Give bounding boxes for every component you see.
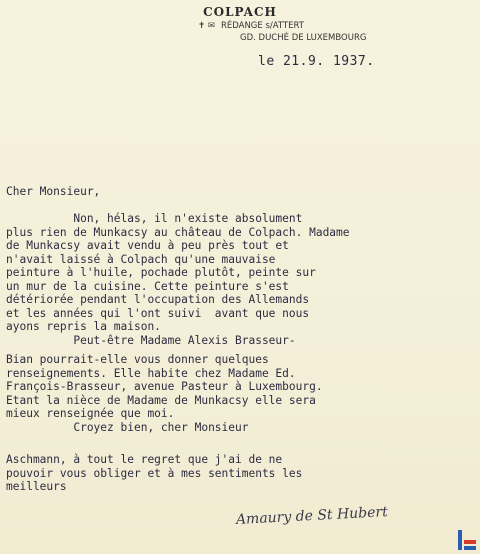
- text-line: pouvoir vous obliger et à mes sentiments les: [6, 466, 303, 480]
- text-line: un mur de la cuisine. Cette peinture s'est: [6, 279, 289, 293]
- text-line: ayons repris la maison.: [6, 320, 161, 333]
- text-line: Aschmann, à tout le regret que j'ai de ne: [6, 453, 283, 466]
- text-line: peinture à l'huile, pochade plutôt, peinte sur: [6, 266, 316, 279]
- text-line: plus rien de Munkacsy au château de Colpach. Madame: [6, 225, 350, 239]
- letter-date: le 21.9. 1937.: [258, 54, 375, 69]
- text-line: Non, hélas, il n'existe absolument: [6, 212, 303, 225]
- text-line: détériorée pendant l'occupation des Allemands: [6, 293, 310, 306]
- letterhead-address-text: RÉDANGE s/ATTERT: [220, 21, 304, 31]
- handwritten-signature: Amaury de St Hubert: [235, 504, 389, 528]
- text-line: renseignements. Elle habite chez Madame Ed.: [6, 366, 296, 380]
- corner-logo-icon: [458, 530, 476, 550]
- text-line: n'avait laissé à Colpach qu'une mauvaise: [6, 252, 276, 266]
- text-line: mieux renseignée que moi.: [6, 407, 175, 420]
- paragraph-1: [6, 212, 476, 347]
- text-line: de Munkacsy avait vendu à peu près tout et: [6, 239, 289, 252]
- text-line: Croyez bien, cher Monsieur: [6, 420, 249, 434]
- paragraph-3: [6, 453, 476, 494]
- text-line: Etant la nièce de Madame de Munkacsy elle sera: [6, 393, 316, 407]
- text-line: meilleurs: [6, 480, 67, 493]
- text-line: François-Brasseur, avenue Pasteur à Luxembourg.: [6, 380, 323, 393]
- paragraph-2: [6, 353, 476, 434]
- text-line: Bian pourrait-elle vous donner quelques: [6, 353, 269, 366]
- letterhead-region: GD. DUCHÉ DE LUXEMBOURG: [240, 33, 367, 43]
- cross-mail-icon: ✝ ✉: [198, 21, 215, 31]
- salutation: Cher Monsieur,: [6, 185, 101, 198]
- letterhead-address: [198, 21, 304, 31]
- text-line: Peut-être Madame Alexis Brasseur-: [6, 333, 296, 347]
- letterhead-name: COLPACH: [203, 5, 277, 19]
- text-line: et les années qui l'ont suivi avant que nous: [6, 306, 310, 320]
